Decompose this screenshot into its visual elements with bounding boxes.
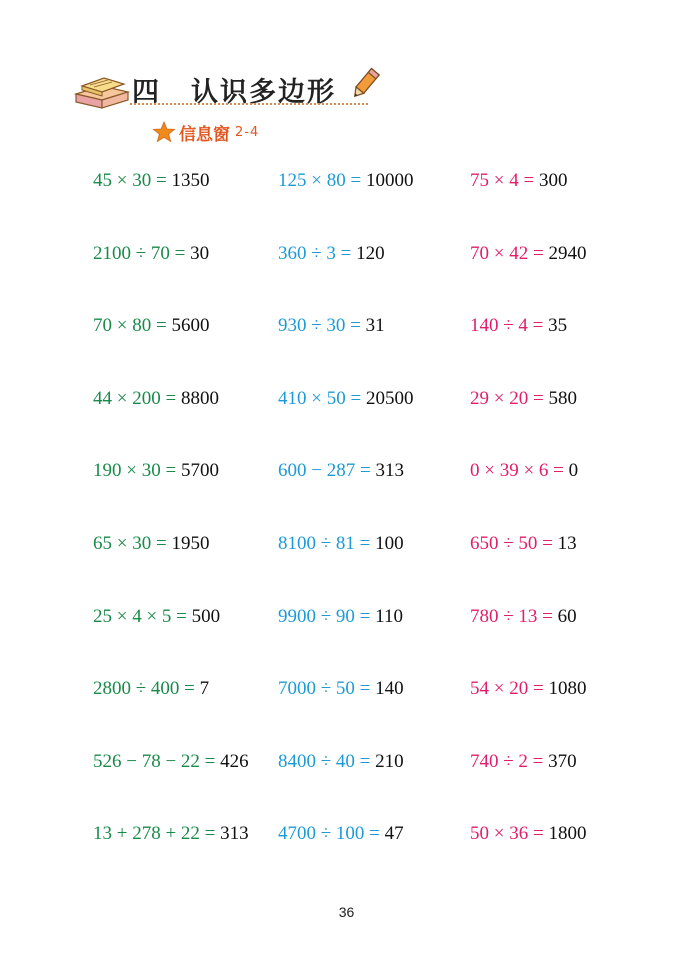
- chapter-number: 四: [132, 77, 161, 108]
- problem-expression: 410 × 50 =: [278, 387, 366, 409]
- problem-answer: 30: [190, 242, 210, 264]
- problem-expression: 125 × 80 =: [278, 170, 366, 191]
- problem-expression: 75 × 4 =: [470, 170, 539, 191]
- problem-answer: 7: [199, 678, 210, 700]
- problem-answer: 500: [191, 605, 221, 627]
- problem-row: [0, 604, 693, 677]
- problem: [278, 241, 385, 267]
- problem: [93, 604, 220, 630]
- problem: [278, 313, 385, 339]
- problem-answer: 140: [375, 678, 404, 700]
- books-icon: [72, 74, 130, 112]
- problem-answer: 313: [375, 460, 404, 482]
- problem: [278, 386, 413, 412]
- problem-answer: 8800: [180, 387, 219, 409]
- problem: [470, 313, 567, 339]
- problem-answer: 1350: [171, 170, 210, 191]
- problem-expression: 29 × 20 =: [470, 387, 549, 409]
- problem: [278, 168, 413, 194]
- section-name: 信息窗: [179, 124, 230, 145]
- problem-answer: 110: [375, 605, 403, 627]
- problem: [93, 821, 249, 847]
- page-number: 36: [338, 904, 355, 920]
- problem-answer: 60: [557, 605, 577, 627]
- problem: [278, 531, 404, 557]
- problem-expression: 70 × 42 =: [470, 242, 549, 264]
- problem: [470, 749, 577, 775]
- problem: [93, 168, 209, 194]
- problem-expression: 2100 ÷ 70 =: [93, 242, 191, 264]
- problem-expression: 600 − 287 =: [278, 460, 376, 482]
- problem-row: [0, 386, 693, 459]
- chapter-title-text: 认识多边形: [191, 77, 336, 108]
- problem-answer: 10000: [365, 170, 414, 191]
- problem-expression: 50 × 36 =: [470, 823, 549, 845]
- problem-expression: 45 × 30 =: [93, 170, 172, 191]
- problem: [470, 604, 577, 630]
- problem-expression: 9900 ÷ 90 =: [278, 605, 376, 627]
- problem-answer: 1080: [548, 678, 587, 700]
- problem: [93, 458, 219, 484]
- problem-answer: 13: [557, 532, 577, 554]
- section-code: 2-4: [235, 124, 260, 140]
- problem-answer: 5700: [180, 460, 219, 482]
- problem-answer: 426: [220, 750, 249, 772]
- problem-expression: 140 ÷ 4 =: [470, 315, 549, 337]
- problem: [278, 676, 404, 702]
- problem-row: [0, 749, 693, 822]
- problem-row: [0, 168, 693, 241]
- problem-answer: 100: [375, 532, 404, 554]
- chapter-header: [72, 66, 382, 114]
- problem-answer: 120: [356, 242, 385, 264]
- star-icon: [152, 121, 176, 143]
- problem: [93, 531, 209, 557]
- problem-row: [0, 821, 693, 894]
- problem-expression: 190 × 30 =: [93, 460, 181, 482]
- problem-answer: 580: [548, 387, 577, 409]
- problem-expression: 0 × 39 × 6 =: [470, 460, 569, 482]
- problem-answer: 1800: [548, 823, 587, 845]
- problem-row: [0, 458, 693, 531]
- problem: [278, 458, 404, 484]
- problem-answer: 313: [220, 823, 249, 845]
- problem-expression: 7000 ÷ 50 =: [278, 678, 376, 700]
- problem-expression: 25 × 4 × 5 =: [93, 605, 192, 627]
- problem: [470, 458, 578, 484]
- problem-expression: 780 ÷ 13 =: [470, 605, 558, 627]
- problem-expression: 360 ÷ 3 =: [278, 242, 357, 264]
- problem: [470, 386, 577, 412]
- problem: [93, 749, 249, 775]
- problem: [278, 821, 404, 847]
- problem: [470, 168, 567, 194]
- problem-grid: [0, 168, 693, 894]
- problem-answer: 5600: [171, 315, 210, 337]
- problem-answer: 300: [538, 170, 568, 191]
- problem-row: [0, 313, 693, 386]
- problem-expression: 8400 ÷ 40 =: [278, 750, 376, 772]
- problem-answer: 2940: [548, 242, 587, 264]
- problem-expression: 13 + 278 + 22 =: [93, 823, 221, 845]
- problem-expression: 650 ÷ 50 =: [470, 532, 558, 554]
- problem-expression: 526 − 78 − 22 =: [93, 750, 221, 772]
- problem-answer: 210: [375, 750, 404, 772]
- problem-expression: 70 × 80 =: [93, 315, 172, 337]
- problem-expression: 4700 ÷ 100 =: [278, 823, 385, 845]
- problem: [470, 531, 577, 557]
- problem-row: [0, 531, 693, 604]
- problem: [470, 676, 586, 702]
- problem: [278, 604, 403, 630]
- problem: [470, 821, 586, 847]
- title-underline: [130, 103, 368, 105]
- problem: [93, 676, 209, 702]
- problem-expression: 44 × 200 =: [93, 387, 181, 409]
- problem-answer: 31: [365, 315, 385, 337]
- problem-answer: 20500: [365, 387, 414, 409]
- problem: [93, 313, 209, 339]
- problem: [93, 386, 219, 412]
- problem-expression: 2800 ÷ 400 =: [93, 678, 200, 700]
- problem-row: [0, 241, 693, 314]
- pencil-icon: [348, 66, 382, 102]
- problem-expression: 8100 ÷ 81 =: [278, 532, 376, 554]
- problem-expression: 740 ÷ 2 =: [470, 750, 549, 772]
- problem: [278, 749, 404, 775]
- problem-answer: 370: [548, 750, 577, 772]
- problem: [470, 241, 586, 267]
- problem: [93, 241, 209, 267]
- problem-expression: 65 × 30 =: [93, 532, 172, 554]
- section-label: [152, 120, 259, 144]
- problem-expression: 54 × 20 =: [470, 678, 549, 700]
- problem-expression: 930 ÷ 30 =: [278, 315, 366, 337]
- problem-row: [0, 676, 693, 749]
- problem-answer: 1950: [171, 532, 210, 554]
- problem-answer: 0: [568, 460, 579, 482]
- problem-answer: 35: [548, 315, 568, 337]
- problem-answer: 47: [384, 823, 404, 845]
